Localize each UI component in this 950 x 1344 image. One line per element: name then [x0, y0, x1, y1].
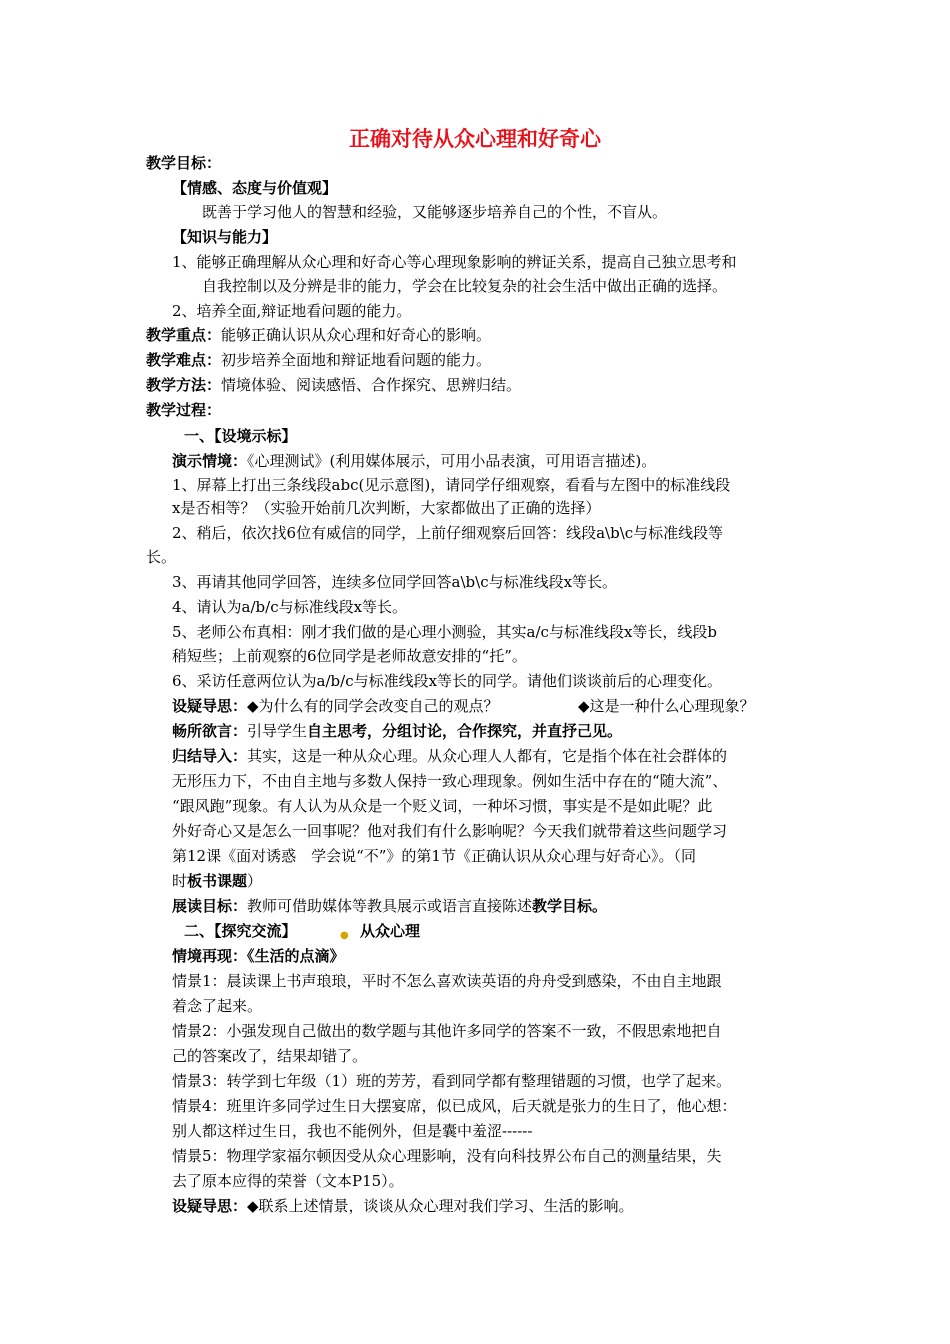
summary-label: 归结导入：	[172, 747, 248, 765]
step-6: 6、采访任意两位认为a/b/c与标准线段x等长的同学。请他们谈谈前后的心理变化。	[172, 672, 723, 690]
knowledge-item-2: 2、培养全面,辩证地看问题的能力。	[172, 302, 412, 320]
show-bold: 教学目标。	[532, 897, 608, 915]
scene-5b: 去了原本应得的荣誉（文本P15）。	[172, 1172, 404, 1190]
emotion-heading: 【情感、态度与价值观】	[172, 179, 338, 197]
scene-text: 《生活的点滴》	[247, 947, 345, 965]
method-text: 情境体验、阅读感悟、合作探究、思辨归结。	[221, 376, 522, 394]
demo-line	[172, 450, 656, 472]
speak-line	[172, 720, 622, 742]
key-point	[146, 324, 491, 346]
emotion-text: 既善于学习他人的智慧和经验，又能够逐步培养自己的个性，不盲从。	[202, 203, 668, 221]
objectives-heading: 教学目标：	[146, 154, 222, 172]
scene-4a: 情景4：班里许多同学过生日大摆宴席，似已成风，后天就是张力的生日了，他心想：	[172, 1097, 737, 1115]
scene-4b: 别人都这样过生日，我也不能例外，但是囊中羞涩------	[172, 1122, 533, 1140]
question-line-1	[172, 695, 499, 717]
speak-text: 引导学生	[247, 722, 308, 740]
knowledge-heading: 【知识与能力】	[172, 228, 278, 246]
section-1-heading: 一、【设境示标】	[184, 427, 297, 445]
step-2b: 长。	[146, 548, 177, 566]
show-objectives-line	[172, 895, 607, 917]
question-2-text: ◆联系上述情景，谈谈从众心理对我们学习、生活的影响。	[247, 1197, 634, 1215]
question-1a: ◆为什么有的同学会改变自己的观点？	[247, 697, 499, 715]
difficult-point	[146, 349, 491, 371]
show-label: 展读目标	[172, 897, 233, 915]
section-2-heading: 二、【探究交流】	[184, 922, 297, 940]
scene-2b: 己的答案改了，结果却错了。	[172, 1047, 368, 1065]
scene-label: 情境再现：	[172, 947, 248, 965]
hard-label: 教学难点：	[146, 351, 222, 369]
summary-6b: 板书课题	[187, 872, 248, 890]
summary-line-1	[172, 745, 727, 767]
scene-5a: 情景5：物理学家福尔顿因受从众心理影响，没有向科技界公布自己的测量结果，失	[172, 1147, 722, 1165]
show-text: 教师可借助媒体等教具展示或语言直接陈述	[247, 897, 533, 915]
knowledge-item-1a: 1、能够正确理解从众心理和好奇心等心理现象影响的辨证关系，提高自己独立思考和	[172, 253, 737, 271]
demo-label: 演示情境：	[172, 452, 248, 470]
method-label: 教学方法：	[146, 376, 222, 394]
step-5a: 5、老师公布真相：刚才我们做的是心理小测验，其实a/c与标准线段x等长，线段b	[172, 623, 718, 641]
knowledge-item-1b: 自我控制以及分辨是非的能力，学会在比较复杂的社会生活中做出正确的选择。	[202, 277, 728, 295]
key-label: 教学重点：	[146, 326, 222, 344]
show-colon: ：	[232, 897, 248, 915]
document-title: 正确对待从众心理和好奇心	[349, 127, 601, 151]
summary-line-6	[172, 870, 262, 892]
scene-line	[172, 945, 345, 967]
process-heading: 教学过程：	[146, 401, 222, 419]
summary-line-4: 外好奇心又是怎么一回事呢？他对我们有什么影响呢？今天我们就带着这些问题学习	[172, 822, 728, 840]
summary-line-3: “跟风跑”现象。有人认为从众是一个贬义词，一种坏习惯，事实是不是如此呢？此	[172, 797, 713, 815]
step-4: 4、请认为a/b/c与标准线段x等长。	[172, 598, 408, 616]
summary-6c: ）	[247, 872, 263, 890]
step-2a: 2、稍后，依次找6位有威信的同学，上前仔细观察后回答：线段a\b\c与标准线段等	[172, 524, 724, 542]
scene-1a: 情景1：晨读课上书声琅琅，平时不怎么喜欢读英语的舟舟受到感染，不由自主地跟	[172, 972, 722, 990]
demo-text: 《心理测试》(利用媒体展示，可用小品表演，可用语言描述)。	[247, 452, 657, 470]
speak-bold: 自主思考，分组讨论，合作探究，并直抒己见。	[307, 722, 623, 740]
summary-6a: 时	[172, 872, 188, 890]
step-3: 3、再请其他同学回答，连续多位同学回答a\b\c与标准线段x等长。	[172, 573, 618, 591]
step-5b: 稍短些；上前观察的6位同学是老师故意安排的“托”。	[172, 647, 527, 665]
question-1b: ◆这是一种什么心理现象？	[578, 697, 755, 715]
scene-3: 情景3：转学到七年级（1）班的芳芳，看到同学都有整理错题的习惯，也学了起来。	[172, 1072, 732, 1090]
summary-text-1: 其实，这是一种从众心理。从众心理人人都有，它是指个体在社会群体的	[247, 747, 728, 765]
scene-1b: 着念了起来。	[172, 997, 263, 1015]
summary-line-2: 无形压力下，不由自主地与多数人保持一致心理现象。例如生活中存在的“随大流”、	[172, 772, 728, 790]
speak-label: 畅所欲言：	[172, 722, 248, 740]
step-1a: 1、屏幕上打出三条线段abc(见示意图)，请同学仔细观察，看看与左图中的标准线段	[172, 476, 731, 494]
summary-line-5: 第12课《面对诱惑 学会说“不”》的第1节《正确认识从众心理与好奇心》。（同	[172, 847, 696, 865]
key-text: 能够正确认识从众心理和好奇心的影响。	[221, 326, 492, 344]
section-2-subheading: 从众心理	[360, 922, 421, 940]
scene-2a: 情景2：小强发现自己做出的数学题与其他许多同学的答案不一致，不假思索地把自	[172, 1022, 722, 1040]
question-line-2	[172, 1195, 634, 1217]
hard-text: 初步培养全面地和辩证地看问题的能力。	[221, 351, 492, 369]
step-1b: x是否相等？（实验开始前几次判断，大家都做出了正确的选择）	[172, 499, 601, 517]
question-label-2: 设疑导思：	[172, 1197, 248, 1215]
teaching-method	[146, 374, 521, 396]
marker-dot: ●	[340, 930, 349, 941]
question-label-1: 设疑导思：	[172, 697, 248, 715]
